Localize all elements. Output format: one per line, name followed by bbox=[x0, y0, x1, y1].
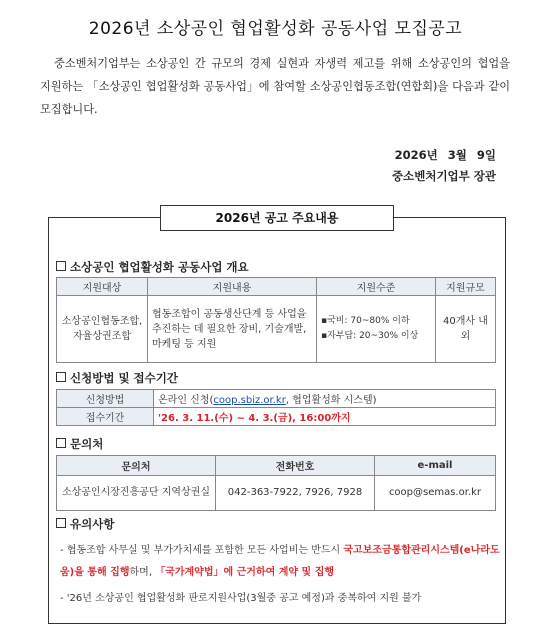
cell-target: 소상공인협동조합, 자율상권조합 bbox=[57, 296, 148, 363]
contact-phone: 042-363-7922, 7926, 7928 bbox=[216, 476, 375, 511]
note-1: - 협동조합 사무실 및 부가가치세를 포함한 모든 사업비는 반드시 국고보조금통합관리시스템(e나라도움)을 통해 집행하며, 「국가계약법」에 근거하여 계약 및 집행 bbox=[60, 545, 500, 578]
header-scale: 지원규모 bbox=[436, 278, 496, 296]
announcement-date: 2026년 3월 9일 bbox=[394, 148, 496, 162]
table-row bbox=[57, 390, 496, 408]
cell-level bbox=[317, 296, 436, 363]
ministry-signature: 중소벤처기업부 장관 bbox=[392, 169, 496, 183]
header-target: 지원대상 bbox=[57, 278, 148, 296]
overview-table bbox=[56, 277, 496, 363]
table-row bbox=[57, 476, 496, 511]
apply-site-link[interactable]: coop.sbiz.or.kr bbox=[213, 395, 286, 406]
section-notes-heading: 유의사항 bbox=[56, 516, 114, 532]
header-contact-email: e-mail bbox=[375, 456, 496, 476]
header-content: 지원내용 bbox=[148, 278, 317, 296]
contact-email[interactable]: coop@semas.or.kr bbox=[375, 476, 496, 511]
table-row bbox=[57, 296, 496, 363]
header-level: 지원수준 bbox=[317, 278, 436, 296]
apply-table bbox=[56, 389, 496, 426]
section-apply-heading: 신청방법 및 접수기간 bbox=[56, 370, 178, 386]
table-row bbox=[57, 408, 496, 426]
summary-box-title: 2026년 공고 주요내용 bbox=[160, 205, 394, 231]
checkbox-bullet-icon bbox=[56, 438, 66, 448]
level-self: ▪자부담: 20~30% 이상 bbox=[321, 331, 419, 341]
checkbox-bullet-icon bbox=[56, 261, 66, 271]
note-2: - '26년 소상공인 협업활성화 판로지원사업(3월중 공고 예정)과 중복하여 지원 불가 bbox=[60, 593, 422, 604]
apply-period-value: '26. 3. 11.(수) ~ 4. 3.(금), 16:00까지 bbox=[154, 408, 496, 426]
contact-table bbox=[56, 455, 496, 511]
header-contact-org: 문의처 bbox=[57, 456, 216, 476]
contact-org: 소상공인시장진흥공단 지역상권실 bbox=[57, 476, 216, 511]
section-overview-heading: 소상공인 협업활성화 공동사업 개요 bbox=[56, 259, 249, 275]
header-contact-phone: 전화번호 bbox=[216, 456, 375, 476]
table-header-row bbox=[57, 456, 496, 476]
level-national: ▪국비: 70~80% 이하 bbox=[321, 316, 410, 326]
apply-method-label: 신청방법 bbox=[57, 390, 154, 408]
cell-scale: 40개사 내외 bbox=[436, 296, 496, 363]
checkbox-bullet-icon bbox=[56, 518, 66, 528]
page-title: 2026년 소상공인 협업활성화 공동사업 모집공고 bbox=[88, 19, 463, 39]
checkbox-bullet-icon bbox=[56, 372, 66, 382]
apply-period-label: 접수기간 bbox=[57, 408, 154, 426]
cell-content: 협동조합이 공동생산단계 등 사업을 추진하는 데 필요한 장비, 기술개발, 마케팅 등 지원 bbox=[148, 296, 317, 363]
section-contact-heading: 문의처 bbox=[56, 436, 103, 452]
table-header-row bbox=[57, 278, 496, 296]
apply-method-value: 온라인 신청(coop.sbiz.or.kr, 협업활성화 시스템) bbox=[154, 390, 496, 408]
intro-paragraph: 중소벤처기업부는 소상공인 간 규모의 경제 실현과 자생력 제고를 위해 소상공인의 협업을 지원하는 「소상공인 협업활성화 공동사업」에 참여할 소상공인협동조합(연합회)을 다음과 같이 모집합니다. bbox=[40, 57, 510, 116]
